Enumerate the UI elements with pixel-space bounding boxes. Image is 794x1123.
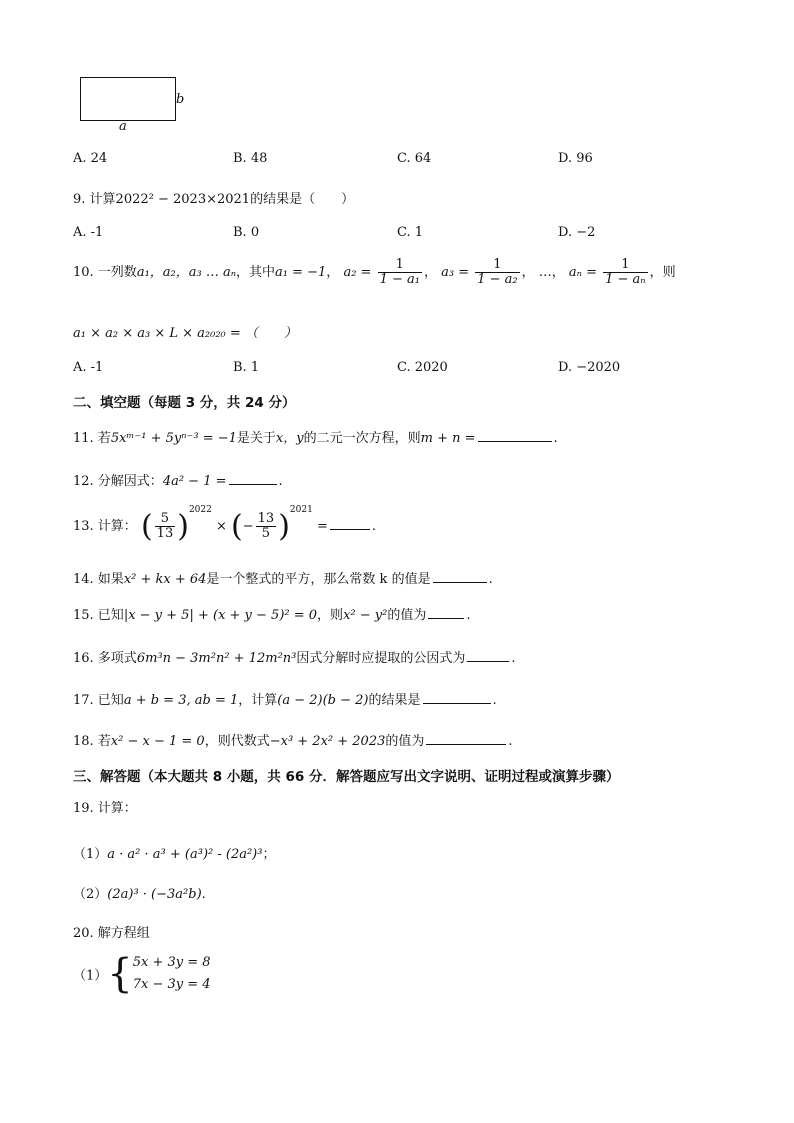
q12-prefix: 12. 分解因式： xyxy=(73,474,163,489)
q10-a3-fraction xyxy=(475,258,519,287)
q11-ask: m + n = xyxy=(420,431,476,446)
q11-prefix: 11. 若 xyxy=(73,431,111,446)
q18-mid: ，则代数式 xyxy=(204,734,270,749)
frac-num: 1 xyxy=(475,258,519,273)
question-16 xyxy=(73,647,516,666)
q16-end: . xyxy=(511,651,516,666)
q11-vars: x，y xyxy=(275,431,304,446)
q19-p1-label: （1） xyxy=(73,847,108,862)
q18-expr: x² − x − 1 = 0 xyxy=(110,734,205,749)
q15-mid: ，则 xyxy=(317,608,344,623)
answer-blank[interactable] xyxy=(428,606,464,619)
q10-an-lhs: aₙ = xyxy=(568,265,597,280)
q19-part-2 xyxy=(73,883,206,902)
question-19-title: 19. 计算： xyxy=(73,801,137,816)
q10-a2-fraction xyxy=(378,258,422,287)
q10-prefix: 10. 一列数 xyxy=(73,265,137,280)
q11-mid: 是关于 xyxy=(236,431,276,446)
question-20-title: 20. 解方程组 xyxy=(73,926,150,941)
left-paren: ( xyxy=(140,509,153,544)
q11-end: . xyxy=(553,431,558,446)
figure-label-b: b xyxy=(176,92,185,107)
q13-f2-sign: − xyxy=(242,519,254,534)
option-c: C. 64 xyxy=(397,151,432,166)
option-a: A. 24 xyxy=(73,151,108,166)
question-13 xyxy=(73,505,376,544)
q13-exp2: 2021 xyxy=(289,505,313,515)
frac-num: 5 xyxy=(155,512,176,527)
q10-an-fraction xyxy=(603,258,647,287)
q20-eq2: 7x − 3y = 4 xyxy=(132,977,211,992)
question-10: 10. 一列数a₁，a₂，a₃ … aₙ，其中a₁ = −1， a₂ = $\frac{1}{\text{1 − a₁}}$ ， a₃ = $\frac{1}{\text{1 − a₂}}$ ， …， aₙ = $\frac{1}{\text{1 − aₙ}}$ ，则 xyxy=(73,257,676,287)
q17-ask: (a − 2)(b − 2) xyxy=(277,693,369,708)
rectangle-figure xyxy=(80,77,176,121)
q17-end: . xyxy=(492,693,497,708)
option-c: C. 2020 xyxy=(397,360,448,375)
q19-p2-expr: (2a)³ · (−3a²b) xyxy=(107,887,202,902)
left-paren: ( xyxy=(231,509,243,544)
question-12 xyxy=(73,470,283,489)
right-paren: ) xyxy=(278,509,290,544)
question-14 xyxy=(73,568,493,587)
q12-end: . xyxy=(278,474,283,489)
option-d: D. −2020 xyxy=(558,360,621,375)
left-brace: { xyxy=(107,951,133,997)
q13-fraction-2 xyxy=(256,512,277,541)
option-d: D. −2 xyxy=(558,225,596,240)
q10-a1: a₁ = −1 xyxy=(275,265,327,280)
q18-ask: −x³ + 2x² + 2023 xyxy=(269,734,386,749)
q20-eq1: 5x + 3y = 8 xyxy=(132,955,211,970)
q19-p2-end: . xyxy=(201,887,206,902)
q10-line2: a₁ × a₂ × a₃ × L × a₂₀₂₀ = （ ） xyxy=(73,326,297,341)
q9-suffix: 的结果是（ ） xyxy=(250,192,355,207)
q15-tail: 的值为 xyxy=(387,608,427,623)
option-c: C. 1 xyxy=(397,225,424,240)
question-15 xyxy=(73,604,470,623)
q10-a2-lhs: a₂ = xyxy=(343,265,372,280)
option-d: D. 96 xyxy=(558,151,593,166)
frac-num: 1 xyxy=(603,258,647,273)
q15-ask: x² − y² xyxy=(343,608,388,623)
frac-num: 13 xyxy=(257,511,275,526)
q9-expr: 2022² − 2023×2021 xyxy=(115,192,251,207)
q14-end: . xyxy=(488,572,493,587)
q12-expr: 4a² − 1 = xyxy=(162,474,227,489)
option-b: B. 1 xyxy=(233,360,260,375)
q10-mid: ，其中 xyxy=(235,265,275,280)
answer-blank[interactable] xyxy=(433,570,487,583)
q9-prefix: 9. 计算 xyxy=(73,192,116,207)
q19-part-1 xyxy=(73,843,275,862)
q13-eq: = xyxy=(316,519,328,534)
q13-end: . xyxy=(371,519,377,534)
answer-blank[interactable] xyxy=(426,732,506,745)
q13-prefix: 13. 计算： xyxy=(73,519,137,534)
q10-a3-lhs: a₃ = xyxy=(441,265,470,280)
q18-end: . xyxy=(508,734,513,749)
q17-prefix: 17. 已知 xyxy=(73,693,124,708)
q14-expr: x² + kx + 64 xyxy=(123,572,207,587)
q10-ellipsis: … xyxy=(538,265,552,280)
q10-seq: a₁，a₂，a₃ … aₙ xyxy=(136,265,236,280)
frac-den: 1 − a₁ xyxy=(379,272,420,287)
frac-num: 1 xyxy=(378,258,422,273)
q18-tail: 的值为 xyxy=(385,734,425,749)
q20-part-1 xyxy=(73,952,211,996)
q13-exp1: 2022 xyxy=(188,505,212,515)
q15-expr: |x − y + 5| + (x + y − 5)² = 0 xyxy=(123,608,318,623)
q16-expr: 6m³n − 3m²n² + 12m²n³ xyxy=(136,651,297,666)
q13-times: × xyxy=(215,519,227,534)
question-18 xyxy=(73,730,513,749)
q18-prefix: 18. 若 xyxy=(73,734,111,749)
q15-prefix: 15. 已知 xyxy=(73,608,124,623)
option-a: A. -1 xyxy=(73,225,104,240)
question-9 xyxy=(73,188,354,207)
q14-prefix: 14. 如果 xyxy=(73,572,124,587)
answer-blank[interactable] xyxy=(478,429,552,442)
frac-den: 5 xyxy=(261,526,271,541)
option-a: A. -1 xyxy=(73,360,104,375)
q15-end: . xyxy=(466,608,471,623)
q17-tail: 的结果是 xyxy=(368,693,421,708)
frac-den: 1 − aₙ xyxy=(605,272,646,287)
figure-label-a: a xyxy=(119,119,127,134)
option-b: B. 48 xyxy=(233,151,268,166)
frac-den: 1 − a₂ xyxy=(477,272,518,287)
answer-blank[interactable] xyxy=(330,517,370,530)
answer-blank[interactable] xyxy=(423,691,491,704)
q19-p1-end: ； xyxy=(262,847,276,862)
q17-expr: a + b = 3, ab = 1 xyxy=(123,693,239,708)
equation-system xyxy=(133,952,211,996)
answer-blank[interactable] xyxy=(467,649,509,662)
q10-tail: ，则 xyxy=(649,265,676,280)
section-3-heading: 三、解答题（本大题共 8 小题，共 66 分．解答题应写出文字说明、证明过程或演算步骤） xyxy=(73,769,620,785)
section-2-heading: 二、填空题（每题 3 分，共 24 分） xyxy=(73,395,296,411)
q19-p2-label: （2） xyxy=(73,887,108,902)
answer-blank[interactable] xyxy=(229,472,277,485)
question-11 xyxy=(73,427,558,446)
q14-mid: 是一个整式的平方，那么常数 k 的值是 xyxy=(206,572,431,587)
q13-fraction-1 xyxy=(155,512,176,541)
frac-den: 13 xyxy=(156,526,174,541)
q16-tail: 因式分解时应提取的公因式为 xyxy=(296,651,466,666)
option-b: B. 0 xyxy=(233,225,260,240)
q11-expr: 5xᵐ⁻¹ + 5yⁿ⁻³ = −1 xyxy=(110,431,237,446)
q17-mid: ，计算 xyxy=(238,693,278,708)
q11-tail: 的二元一次方程，则 xyxy=(303,431,421,446)
question-17 xyxy=(73,689,497,708)
q20-p1-label: （1） xyxy=(73,968,108,984)
right-paren: ) xyxy=(177,509,189,544)
q19-p1-expr: a · a² · a³ + (a³)² - (2a²)³ xyxy=(107,847,263,862)
q16-prefix: 16. 多项式 xyxy=(73,651,137,666)
